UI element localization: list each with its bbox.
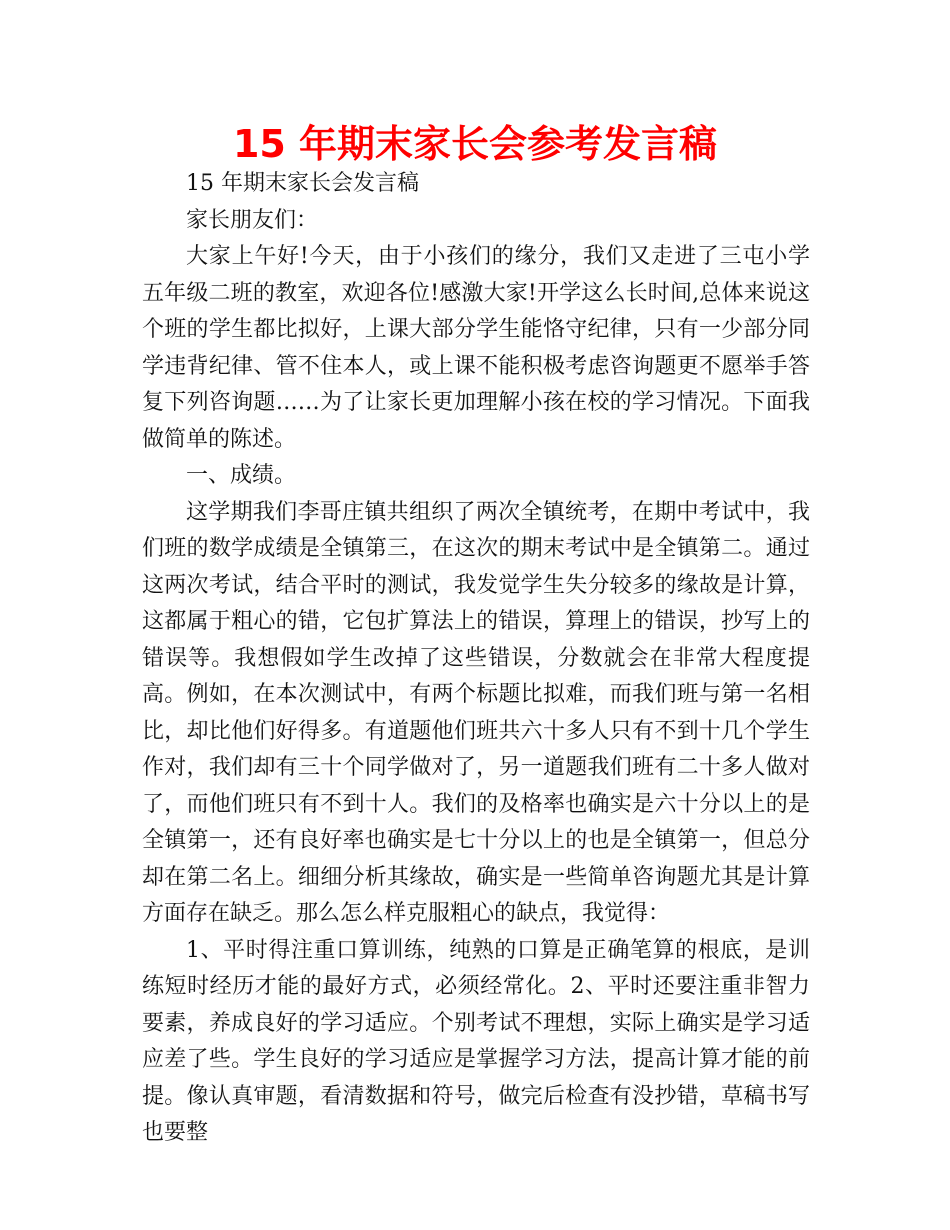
- body-paragraph-subtitle: 15 年期末家长会发言稿: [186, 171, 419, 196]
- document-body: [142, 166, 810, 1152]
- body-paragraph-section-heading: 一、成绩。: [186, 463, 297, 488]
- body-paragraph-suggestions: 1、平时得注重口算训练，纯熟的口算是正确笔算的根底，是训练短时经历才能的最好方式，必须经常化。2、平时还要注重非智力要素，养成良好的学习适应。个别考试不理想，实际上确实是学习适应差了些。学生良好的学习适应是掌握学习方法，提高计算才能的前提。像认真审题，看清数据和符号，做完后检查有没抄错，草稿书写也要整: [142, 937, 810, 1145]
- body-paragraph-greeting: 家长朋友们：: [186, 207, 319, 233]
- body-paragraph-results: 这学期我们李哥庄镇共组织了两次全镇统考，在期中考试中，我们班的数学成绩是全镇第三，在这次的期末考试中是全镇第二。通过这两次考试，结合平时的测试，我发觉学生失分较多的缘故是计算，这都属于粗心的错，它包扩算法上的错误，算理上的错误，抄写上的错误等。我想假如学生改掉了这些错误，分数就会在非常大程度提高。例如，在本次测试中，有两个标题比拟难，而我们班与第一名相比，却比他们好得多。有道题他们班共六十多人只有不到十几个学生作对，我们却有三十个同学做对了，另一道题我们班有二十多人做对了，而他们班只有不到十人。我们的及格率也确实是六十分以上的是全镇第一，还有良好率也确实是七十分以上的也是全镇第一，但总分却在第二名上。细细分析其缘故，确实是一些简单咨询题尤其是计算方面存在缺乏。那么怎么样克服粗心的缺点，我觉得：: [142, 499, 810, 926]
- body-paragraph-intro: 大家上午好!今天，由于小孩们的缘分，我们又走进了三屯小学五年级二班的教室，欢迎各位!感激大家!开学这么长时间,总体来说这个班的学生都比拟好，上课大部分学生能恪守纪律，只有一少部分同学违背纪律、管不住本人，或上课不能积极考虑咨询题更不愿举手答复下列咨询题……为了让家长更加理解小孩在校的学习情况。下面我做简单的陈述。: [142, 244, 810, 452]
- document-title: 15 年期末家长会参考发言稿: [232, 122, 718, 166]
